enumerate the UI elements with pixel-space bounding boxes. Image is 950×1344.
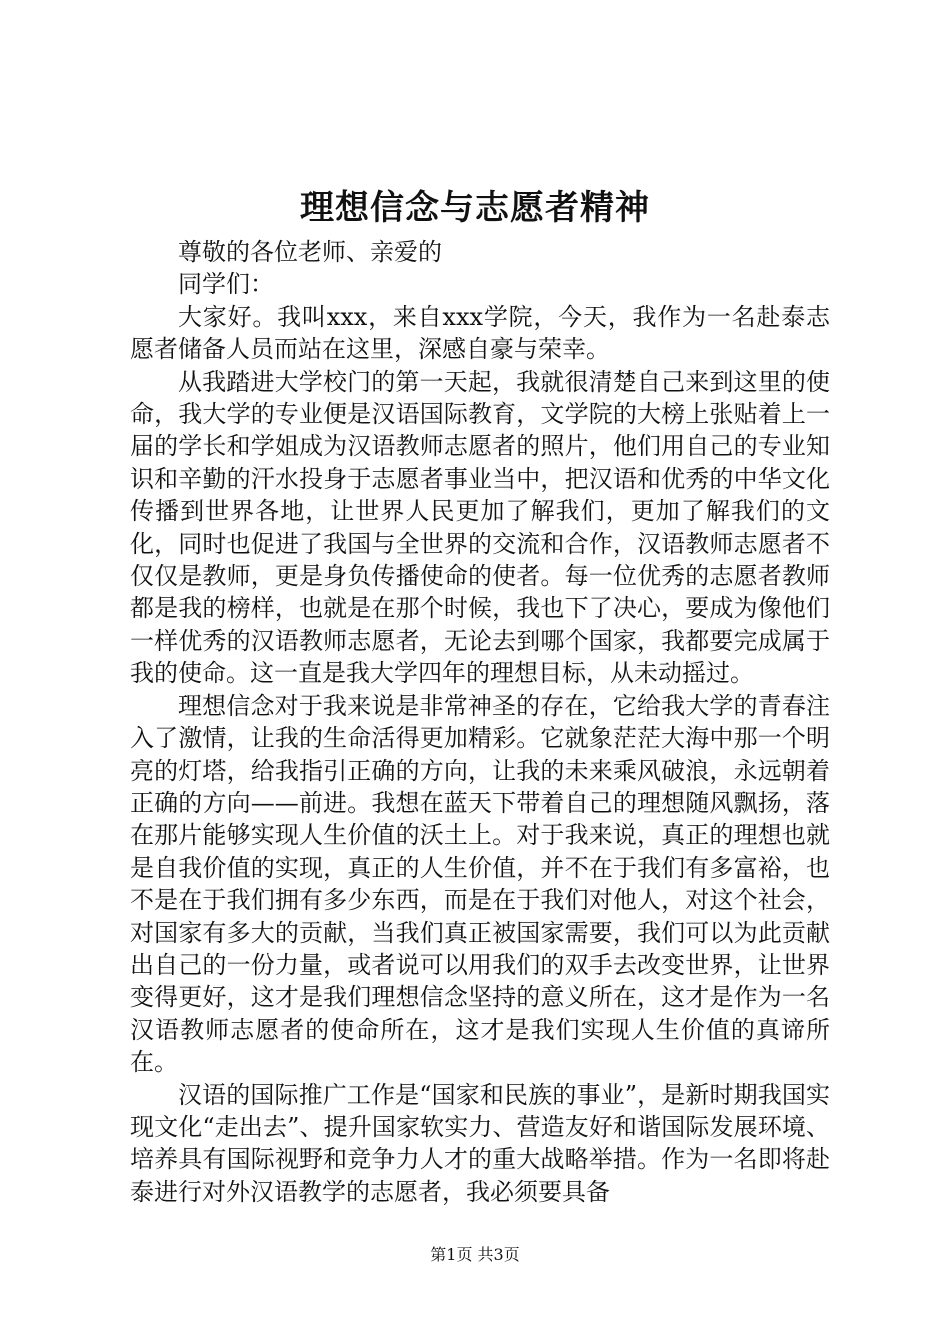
document-body: [130, 236, 830, 1208]
paragraph-mission: 从我踏进大学校门的第一天起，我就很清楚自己来到这里的使命，我大学的专业便是汉语国际教育，文学院的大榜上张贴着上一届的学长和学姐成为汉语教师志愿者的照片，他们用自己的专业知识和辛勤的汗水投身于志愿者事业当中，把汉语和优秀的中华文化传播到世界各地，让世界人民更加了解我们，更加了解我们的文化，同时也促进了我国与全世界的交流和合作，汉语教师志愿者不仅仅是教师，更是身负传播使命的使者。每一位优秀的志愿者教师都是我的榜样，也就是在那个时候，我也下了决心，要成为像他们一样优秀的汉语教师志愿者，无论去到哪个国家，我都要完成属于我的使命。这一直是我大学四年的理想目标，从未动摇过。: [130, 367, 830, 688]
paragraph-chinese-promotion: 汉语的国际推广工作是“国家和民族的事业”，是新时期我国实现文化“走出去”、提升国家软实力、营造友好和谐国际发展环境、培养具有国际视野和竞争力人才的重大战略举措。作为一名即将赴泰进行对外汉语教学的志愿者，我必须要具备: [130, 1080, 830, 1206]
paragraph-ideals: 理想信念对于我来说是非常神圣的存在，它给我大学的青春注入了激情，让我的生命活得更加精彩。它就象茫茫大海中那一个明亮的灯塔，给我指引正确的方向，让我的未来乘风破浪，永远朝着正确的方向——前进。我想在蓝天下带着自己的理想随风飘扬，落在那片能够实现人生价值的沃土上。对于我来说，真正的理想也就是自我价值的实现，真正的人生价值，并不在于我们有多富裕，也不是在于我们拥有多少东西，而是在于我们对他人，对这个社会，对国家有多大的贡献，当我们真正被国家需要，我们可以为此贡献出自己的一份力量，或者说可以用我们的双手去改变世界，让世界变得更好，这才是我们理想信念坚持的意义所在，这才是作为一名汉语教师志愿者的使命所在，这才是我们实现人生价值的真谛所在。: [130, 691, 830, 1077]
paragraph-greeting: 大家好。我叫xxx，来自xxx学院，今天，我作为一名赴泰志愿者储备人员而站在这里，深感自豪与荣幸。: [130, 302, 830, 364]
salutation-line-1: 尊敬的各位老师、亲爱的: [178, 238, 442, 266]
document-title: 理想信念与志愿者精神: [300, 188, 650, 228]
salutation-line-2: 同学们：: [178, 270, 274, 299]
page-footer: 第1页 共3页: [430, 1245, 520, 1264]
